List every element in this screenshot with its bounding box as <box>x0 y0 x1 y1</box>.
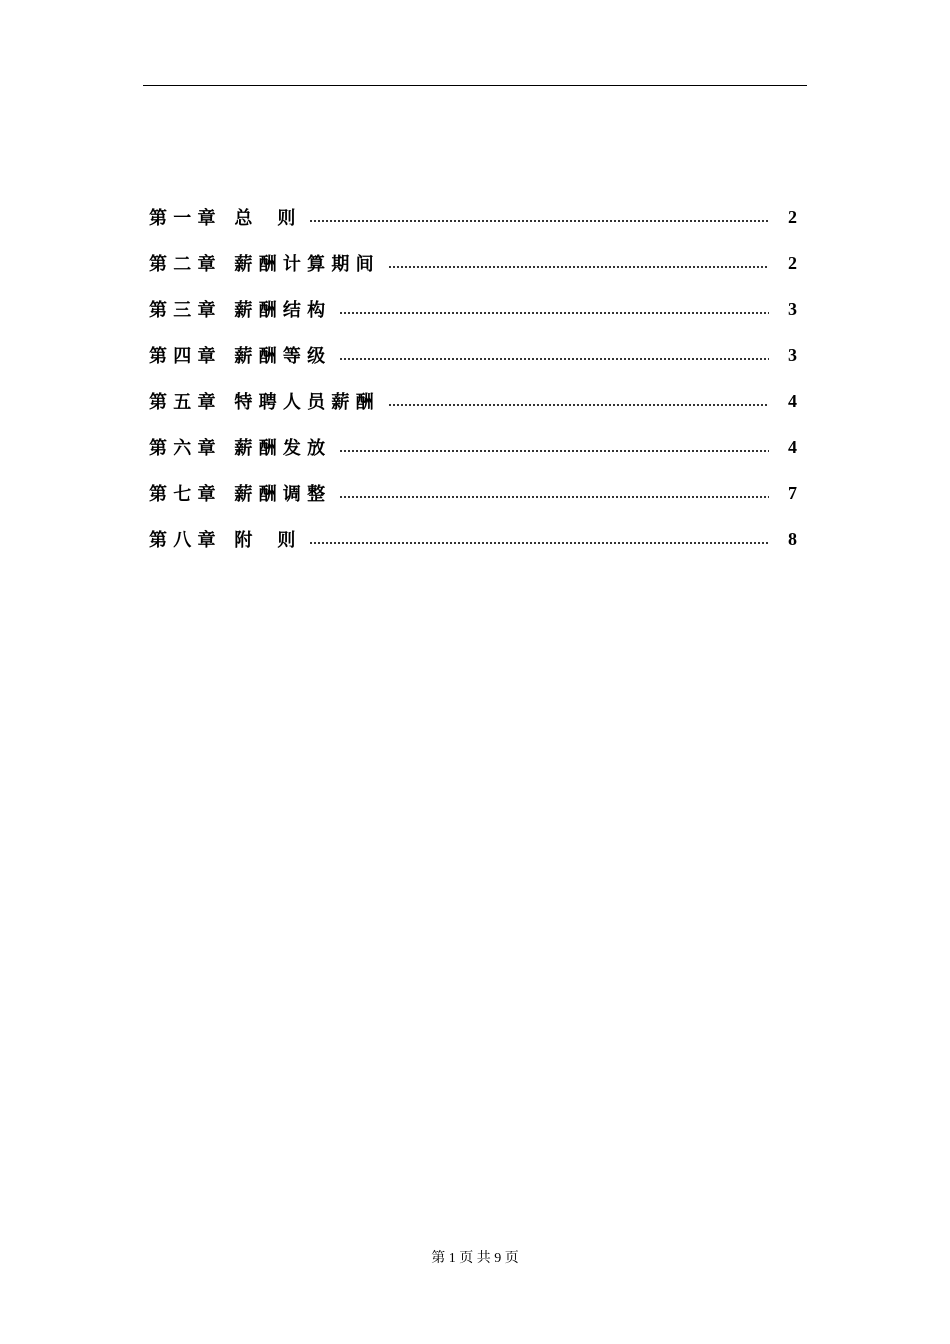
toc-page-number: 4 <box>788 436 797 457</box>
page-footer: 第 1 页 共 9 页 <box>431 1251 519 1266</box>
toc-page-number: 8 <box>788 528 797 549</box>
toc-entry[interactable] <box>149 332 797 378</box>
toc-entry[interactable] <box>149 286 797 332</box>
toc-dot-leader <box>388 403 769 407</box>
toc-page-number: 3 <box>788 344 797 365</box>
toc-dot-leader <box>309 541 769 545</box>
toc-entry[interactable] <box>149 240 797 286</box>
toc-dot-leader <box>339 449 769 453</box>
toc-chapter-title: 第 五 章 特 聘 人 员 薪 酬 <box>149 392 374 413</box>
toc-page-number: 2 <box>788 252 797 273</box>
toc-dot-leader <box>309 219 769 223</box>
header-rule <box>143 85 807 86</box>
toc-entry[interactable] <box>149 424 797 470</box>
toc-page-number: 3 <box>788 298 797 319</box>
toc-dot-leader <box>339 311 769 315</box>
toc-entry[interactable] <box>149 378 797 424</box>
toc-entry[interactable] <box>149 470 797 516</box>
toc-chapter-title: 第 一 章 总 则 <box>149 208 296 229</box>
toc-page-number: 7 <box>788 482 797 503</box>
toc-entry[interactable] <box>149 516 797 562</box>
toc-chapter-title: 第 三 章 薪 酬 结 构 <box>149 300 326 321</box>
toc-chapter-title: 第 二 章 薪 酬 计 算 期 间 <box>149 254 374 275</box>
toc-dot-leader <box>339 495 769 499</box>
toc-page-number: 2 <box>788 206 797 227</box>
toc-chapter-title: 第 六 章 薪 酬 发 放 <box>149 438 326 459</box>
toc-dot-leader <box>388 265 769 269</box>
toc-entry[interactable] <box>149 194 797 240</box>
table-of-contents <box>149 194 797 562</box>
toc-page-number: 4 <box>788 390 797 411</box>
toc-dot-leader <box>339 357 769 361</box>
toc-chapter-title: 第 七 章 薪 酬 调 整 <box>149 484 326 505</box>
toc-chapter-title: 第 四 章 薪 酬 等 级 <box>149 346 326 367</box>
toc-chapter-title: 第 八 章 附 则 <box>149 530 296 551</box>
